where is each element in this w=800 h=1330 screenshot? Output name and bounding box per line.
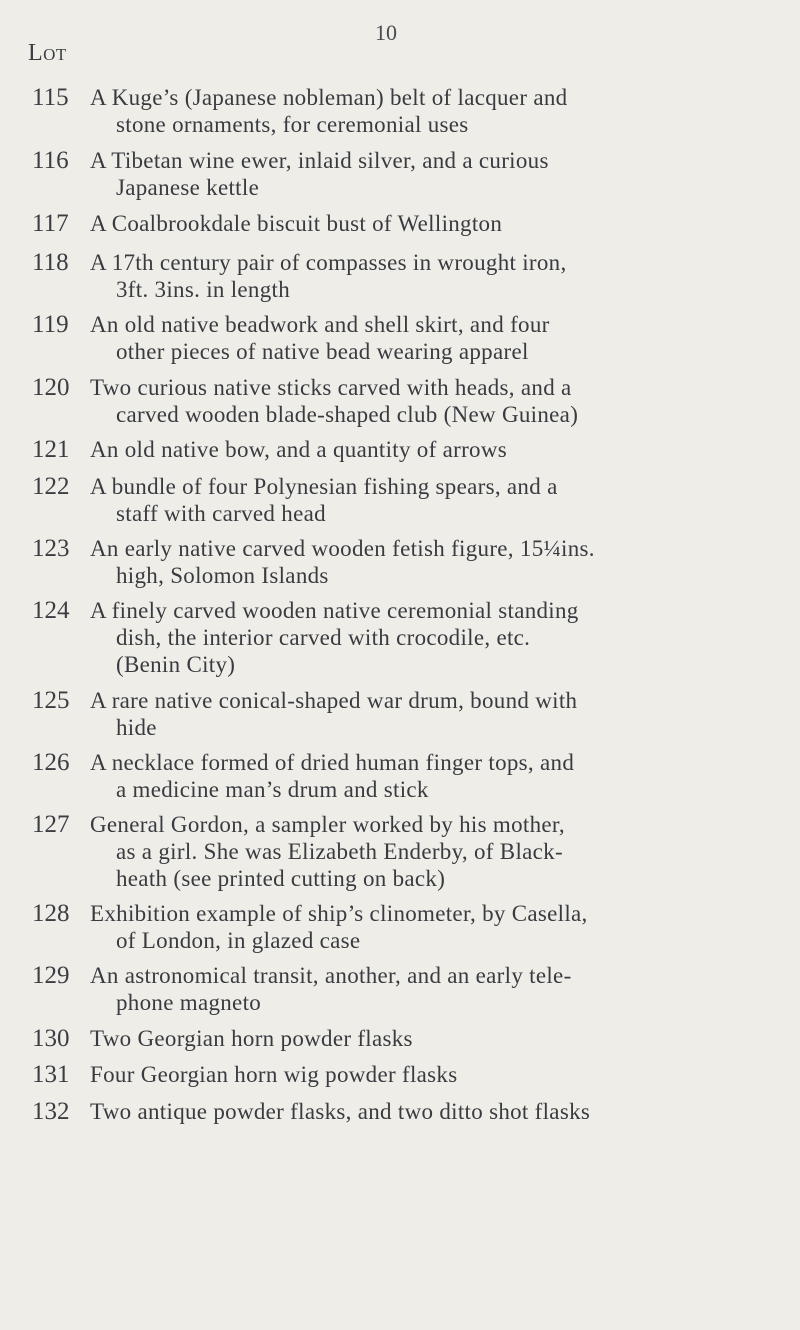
lot-description-line: stone ornaments, for ceremonial uses <box>116 112 469 137</box>
lot-description-line: Two antique powder flasks, and two ditto shot flasks <box>90 1099 591 1124</box>
lot-description-line: other pieces of native bead wearing apparel <box>116 339 529 364</box>
lot-description-line: A necklace formed of dried human finger tops, and <box>90 750 575 775</box>
lot-description <box>90 962 790 1016</box>
lot-description-line: of London, in glazed case <box>116 928 361 953</box>
lot-description-line: A Tibetan wine ewer, inlaid silver, and a curious <box>90 148 549 173</box>
lot-description-line: hide <box>116 715 157 740</box>
lot-number: 121 <box>32 436 70 463</box>
lot-number: 117 <box>32 210 69 237</box>
lot-description-line: high, Solomon Islands <box>116 563 329 588</box>
lot-number: 119 <box>32 311 69 338</box>
lot-description-line: A finely carved wooden native ceremonial standing <box>90 598 579 623</box>
lot-number: 127 <box>32 811 70 838</box>
lot-description <box>90 1098 790 1125</box>
lot-description <box>90 811 790 892</box>
page-number: 10 <box>375 20 397 45</box>
lot-number: 122 <box>32 473 70 500</box>
lot-number: 129 <box>32 962 70 989</box>
lot-description-line: Four Georgian horn wig powder flasks <box>90 1062 458 1087</box>
lot-description-line: An astronomical transit, another, and an early tele- <box>90 963 572 988</box>
lot-number: 125 <box>32 687 70 714</box>
lot-description <box>90 1061 790 1088</box>
lot-description <box>90 1025 790 1052</box>
lot-description <box>90 84 790 138</box>
lot-description <box>90 535 790 589</box>
lot-description-line: Two curious native sticks carved with heads, and a <box>90 375 572 400</box>
lot-description <box>90 473 790 527</box>
lot-description-line: as a girl. She was Elizabeth Enderby, of Black- <box>116 839 563 864</box>
lot-description-line: General Gordon, a sampler worked by his mother, <box>90 812 565 837</box>
lot-number: 116 <box>32 147 69 174</box>
lot-number: 120 <box>32 374 70 401</box>
lot-description-line: carved wooden blade-shaped club (New Guinea) <box>116 402 579 427</box>
lot-description-line: A Coalbrookdale biscuit bust of Wellington <box>90 211 503 236</box>
lot-description-line: dish, the interior carved with crocodile, etc. <box>116 625 531 650</box>
lot-column-header: Lot <box>28 40 67 66</box>
lot-description-line: staff with carved head <box>116 501 326 526</box>
lot-description-line: An old native beadwork and shell skirt, and four <box>90 312 550 337</box>
lot-description <box>90 687 790 741</box>
lot-description-line: An early native carved wooden fetish figure, 15¼ins. <box>90 536 595 561</box>
lot-number: 118 <box>32 249 69 276</box>
lot-description <box>90 436 790 463</box>
lot-description-line: Two Georgian horn powder flasks <box>90 1026 413 1051</box>
lot-description <box>90 311 790 365</box>
lot-number: 124 <box>32 597 70 624</box>
lot-number: 126 <box>32 749 70 776</box>
lot-description <box>90 749 790 803</box>
lot-description-line: A rare native conical-shaped war drum, bound with <box>90 688 578 713</box>
lot-description-line: Japanese kettle <box>116 175 260 200</box>
lot-number: 130 <box>32 1025 70 1052</box>
lot-number: 132 <box>32 1098 70 1125</box>
lot-description <box>90 210 790 237</box>
lot-number: 131 <box>32 1061 70 1088</box>
lot-description <box>90 374 790 428</box>
lot-number: 128 <box>32 900 70 927</box>
lot-number: 123 <box>32 535 70 562</box>
lot-description-line: An old native bow, and a quantity of arrows <box>90 437 508 462</box>
lot-description-line: phone magneto <box>116 990 262 1015</box>
lot-description <box>90 900 790 954</box>
lot-description-line: (Benin City) <box>116 652 236 677</box>
lot-description-line: Exhibition example of ship’s clinometer, by Casella, <box>90 901 588 926</box>
lot-description-line: A Kuge’s (Japanese nobleman) belt of lacquer and <box>90 85 568 110</box>
lot-description <box>90 249 790 303</box>
lot-description <box>90 147 790 201</box>
lot-description-line: A 17th century pair of compasses in wrought iron, <box>90 250 567 275</box>
lot-description-line: heath (see printed cutting on back) <box>116 866 446 891</box>
lot-description <box>90 597 790 678</box>
lot-number: 115 <box>32 84 69 111</box>
lot-description-line: A bundle of four Polynesian fishing spears, and a <box>90 474 558 499</box>
lot-description-line: a medicine man’s drum and stick <box>116 777 429 802</box>
lot-description-line: 3ft. 3ins. in length <box>116 277 291 302</box>
